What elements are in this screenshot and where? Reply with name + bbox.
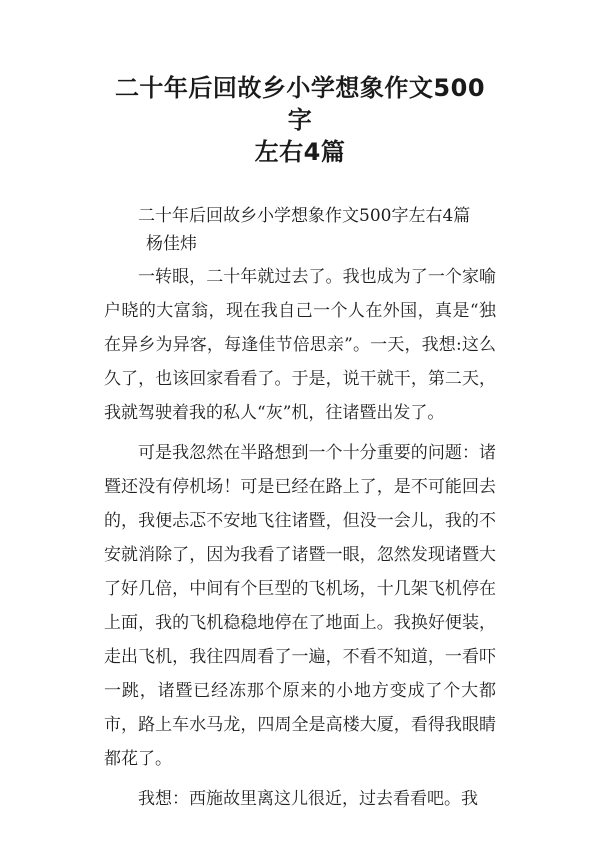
author-name: 杨佳炜 [146,234,197,254]
document-subtitle: 二十年后回故乡小学想象作文500字左右4篇 [138,206,471,226]
title-line-2: 左右4篇 [254,138,346,166]
paragraph-3: 我想：西施故里离这儿很近，过去看看吧。我 [138,789,478,809]
title-line-1: 二十年后回故乡小学想象作文500字 [114,74,486,134]
paragraph-2: 可是我忽然在半路想到一个十分重要的问题：诸暨还没有停机场！可是已经在路上了，是不可能回去的，我便忐忑不安地飞往诸暨，但没一会儿，我的不安就消除了，因为我看了诸暨一眼，忽然发现诸暨大了好几倍，中间有个巨型的飞机场，十几架飞机停在上面，我的飞机稳稳地停在了地面上。我换好便装，走出飞机，我往四周看了一遍，不看不知道，一看吓一跳，诸暨已经冻那个原来的小地方变成了个大都市，路上车水马龙，四周全是高楼大厦，看得我眼睛都花了。 [104,443,496,769]
paragraph-1: 一转眼，二十年就过去了。我也成为了一个家喻户晓的大富翁，现在我自己一个人在外国，真是“独在异乡为异客，每逢佳节倍思亲”。一天，我想:这么久了，也该回家看看了。于是，说干就干，第二天，我就驾驶着我的私人“灰”机，往诸暨出发了。 [104,267,496,423]
document-title [104,72,496,168]
